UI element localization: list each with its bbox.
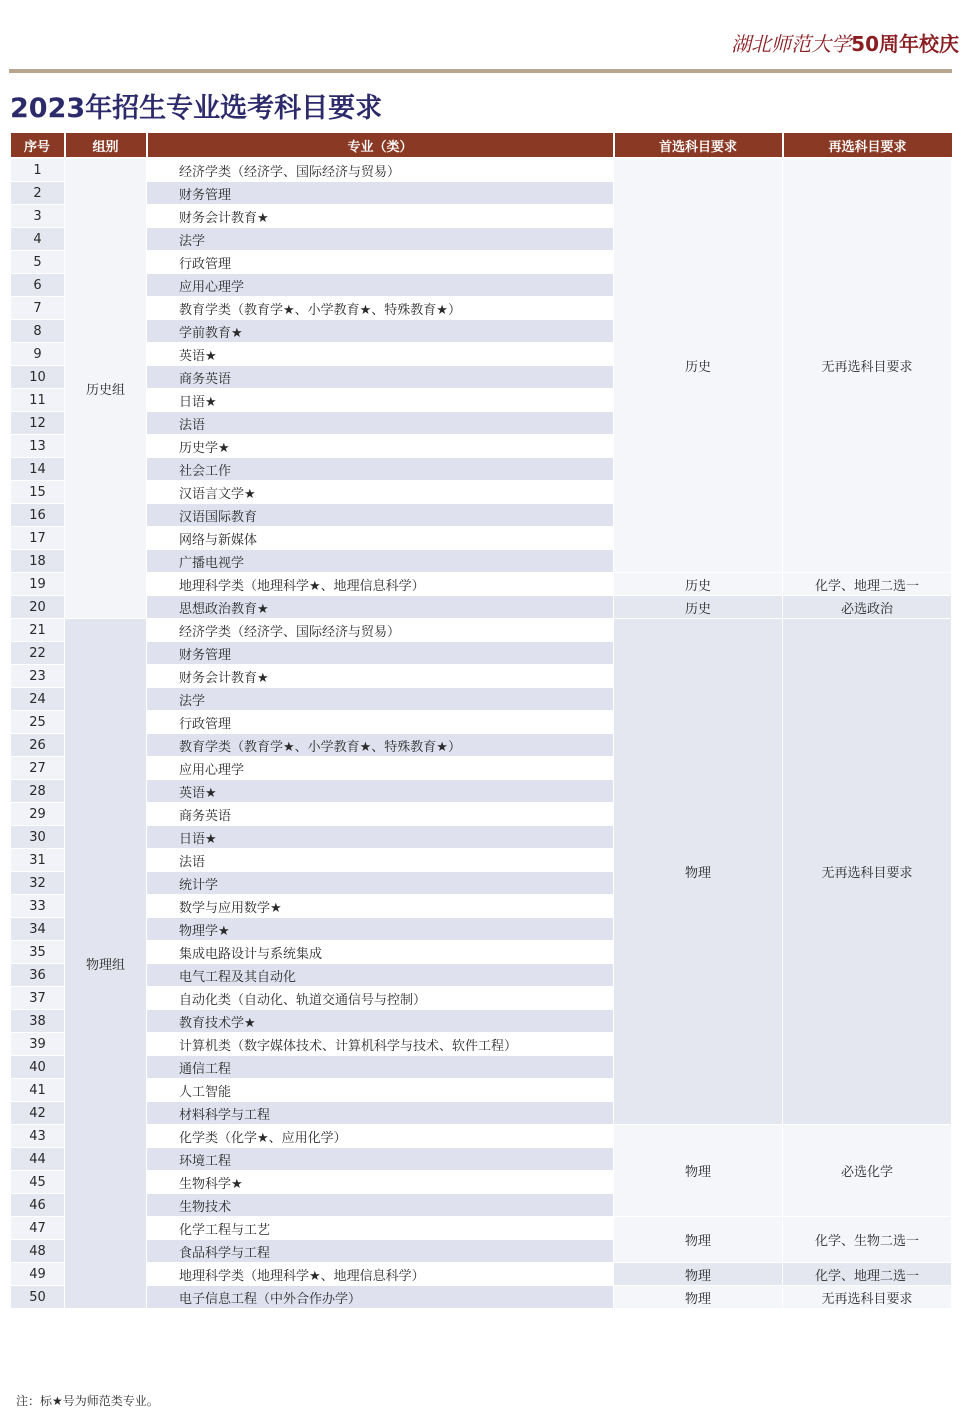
row-number: 30 [11, 826, 65, 849]
second-choice-cell: 必选化学 [783, 1125, 952, 1217]
row-number: 8 [11, 320, 65, 343]
row-number: 6 [11, 274, 65, 297]
page-title: 2023年招生专业选考科目要求 [10, 93, 383, 124]
major-name: 应用心理学 [147, 757, 614, 780]
first-choice-cell: 历史 [614, 573, 783, 596]
major-name: 电子信息工程（中外合作办学） [147, 1286, 614, 1309]
row-number: 22 [11, 642, 65, 665]
major-name: 历史学★ [147, 435, 614, 458]
second-choice-cell: 无再选科目要求 [783, 619, 952, 1125]
table-row [11, 158, 952, 182]
major-name: 行政管理 [147, 711, 614, 734]
major-name: 生物科学★ [147, 1171, 614, 1194]
row-number: 7 [11, 297, 65, 320]
footnote: 注：标★号为师范类专业。 [16, 1394, 159, 1408]
header-group: 组别 [65, 133, 147, 158]
major-name: 英语★ [147, 780, 614, 803]
table-header-row [11, 133, 952, 158]
major-name: 电气工程及其自动化 [147, 964, 614, 987]
major-name: 财务管理 [147, 642, 614, 665]
major-name: 经济学类（经济学、国际经济与贸易） [147, 619, 614, 642]
first-choice-cell: 物理 [614, 619, 783, 1125]
row-number: 5 [11, 251, 65, 274]
major-name: 物理学★ [147, 918, 614, 941]
table-row [11, 1125, 952, 1148]
header-number: 序号 [11, 133, 65, 158]
table-row [11, 1263, 952, 1286]
row-number: 27 [11, 757, 65, 780]
major-name: 经济学类（经济学、国际经济与贸易） [147, 158, 614, 182]
major-name: 材料科学与工程 [147, 1102, 614, 1125]
row-number: 46 [11, 1194, 65, 1217]
row-number: 44 [11, 1148, 65, 1171]
row-number: 3 [11, 205, 65, 228]
major-name: 教育技术学★ [147, 1010, 614, 1033]
row-number: 20 [11, 596, 65, 619]
major-name: 日语★ [147, 389, 614, 412]
row-number: 40 [11, 1056, 65, 1079]
row-number: 23 [11, 665, 65, 688]
major-name: 食品科学与工程 [147, 1240, 614, 1263]
major-name: 教育学类（教育学★、小学教育★、特殊教育★） [147, 734, 614, 757]
first-choice-cell: 物理 [614, 1286, 783, 1309]
major-name: 财务管理 [147, 182, 614, 205]
row-number: 15 [11, 481, 65, 504]
row-number: 1 [11, 158, 65, 182]
group-cell: 物理组 [65, 619, 147, 1309]
first-choice-cell: 历史 [614, 596, 783, 619]
row-number: 37 [11, 987, 65, 1010]
anniversary-label: 50周年校庆 [851, 32, 959, 56]
major-name: 自动化类（自动化、轨道交通信号与控制） [147, 987, 614, 1010]
table-row [11, 1286, 952, 1309]
major-name: 集成电路设计与系统集成 [147, 941, 614, 964]
table-row [11, 1217, 952, 1240]
row-number: 14 [11, 458, 65, 481]
major-name: 汉语国际教育 [147, 504, 614, 527]
major-name: 化学类（化学★、应用化学） [147, 1125, 614, 1148]
row-number: 42 [11, 1102, 65, 1125]
row-number: 43 [11, 1125, 65, 1148]
row-number: 9 [11, 343, 65, 366]
row-number: 33 [11, 895, 65, 918]
row-number: 11 [11, 389, 65, 412]
major-name: 行政管理 [147, 251, 614, 274]
table-row [11, 596, 952, 619]
second-choice-cell: 必选政治 [783, 596, 952, 619]
row-number: 19 [11, 573, 65, 596]
row-number: 13 [11, 435, 65, 458]
row-number: 35 [11, 941, 65, 964]
major-name: 人工智能 [147, 1079, 614, 1102]
major-name: 社会工作 [147, 458, 614, 481]
major-name: 日语★ [147, 826, 614, 849]
major-name: 教育学类（教育学★、小学教育★、特殊教育★） [147, 297, 614, 320]
major-name: 广播电视学 [147, 550, 614, 573]
table-row [11, 573, 952, 596]
major-name: 财务会计教育★ [147, 205, 614, 228]
major-name: 地理科学类（地理科学★、地理信息科学） [147, 1263, 614, 1286]
row-number: 31 [11, 849, 65, 872]
second-choice-cell: 无再选科目要求 [783, 158, 952, 573]
university-name: 湖北师范大学 [731, 32, 852, 56]
major-name: 数学与应用数学★ [147, 895, 614, 918]
subject-requirements-table [10, 133, 952, 1309]
first-choice-cell: 物理 [614, 1217, 783, 1263]
row-number: 10 [11, 366, 65, 389]
major-name: 生物技术 [147, 1194, 614, 1217]
row-number: 39 [11, 1033, 65, 1056]
row-number: 25 [11, 711, 65, 734]
major-name: 学前教育★ [147, 320, 614, 343]
major-name: 商务英语 [147, 366, 614, 389]
major-name: 英语★ [147, 343, 614, 366]
header-first-choice: 首选科目要求 [614, 133, 783, 158]
brand-header [731, 28, 959, 57]
row-number: 36 [11, 964, 65, 987]
header-divider [9, 69, 952, 73]
major-name: 地理科学类（地理科学★、地理信息科学） [147, 573, 614, 596]
row-number: 28 [11, 780, 65, 803]
header-second-choice: 再选科目要求 [783, 133, 952, 158]
second-choice-cell: 无再选科目要求 [783, 1286, 952, 1309]
row-number: 32 [11, 872, 65, 895]
row-number: 4 [11, 228, 65, 251]
row-number: 18 [11, 550, 65, 573]
row-number: 45 [11, 1171, 65, 1194]
row-number: 12 [11, 412, 65, 435]
table-row [11, 619, 952, 642]
major-name: 法学 [147, 688, 614, 711]
major-name: 汉语言文学★ [147, 481, 614, 504]
group-cell: 历史组 [65, 158, 147, 619]
second-choice-cell: 化学、地理二选一 [783, 1263, 952, 1286]
major-name: 环境工程 [147, 1148, 614, 1171]
row-number: 24 [11, 688, 65, 711]
second-choice-cell: 化学、生物二选一 [783, 1217, 952, 1263]
header-major: 专业（类） [147, 133, 614, 158]
row-number: 38 [11, 1010, 65, 1033]
major-name: 统计学 [147, 872, 614, 895]
row-number: 16 [11, 504, 65, 527]
major-name: 财务会计教育★ [147, 665, 614, 688]
major-name: 法学 [147, 228, 614, 251]
major-name: 计算机类（数字媒体技术、计算机科学与技术、软件工程） [147, 1033, 614, 1056]
table-body [11, 158, 952, 1309]
row-number: 47 [11, 1217, 65, 1240]
major-name: 化学工程与工艺 [147, 1217, 614, 1240]
row-number: 29 [11, 803, 65, 826]
major-name: 商务英语 [147, 803, 614, 826]
major-name: 法语 [147, 412, 614, 435]
major-name: 应用心理学 [147, 274, 614, 297]
second-choice-cell: 化学、地理二选一 [783, 573, 952, 596]
row-number: 34 [11, 918, 65, 941]
row-number: 21 [11, 619, 65, 642]
row-number: 49 [11, 1263, 65, 1286]
row-number: 48 [11, 1240, 65, 1263]
major-name: 通信工程 [147, 1056, 614, 1079]
row-number: 50 [11, 1286, 65, 1309]
row-number: 26 [11, 734, 65, 757]
major-name: 网络与新媒体 [147, 527, 614, 550]
row-number: 41 [11, 1079, 65, 1102]
first-choice-cell: 物理 [614, 1263, 783, 1286]
first-choice-cell: 历史 [614, 158, 783, 573]
row-number: 17 [11, 527, 65, 550]
major-name: 法语 [147, 849, 614, 872]
first-choice-cell: 物理 [614, 1125, 783, 1217]
row-number: 2 [11, 182, 65, 205]
major-name: 思想政治教育★ [147, 596, 614, 619]
